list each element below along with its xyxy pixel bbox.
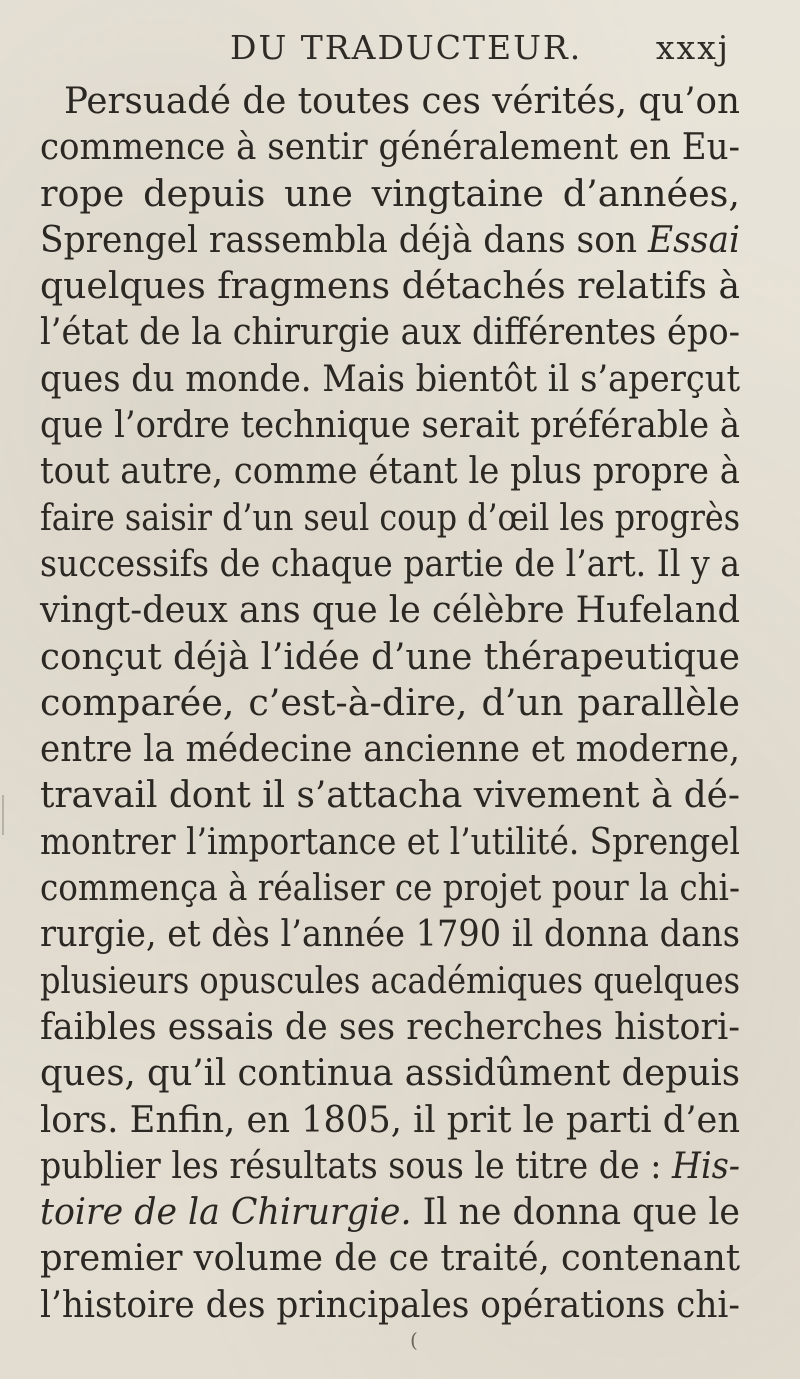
text-line: l’état de la chirurgie aux différentes épo- [40,310,740,354]
text-line: successifs de chaque partie de l’art. Il y a [40,541,740,585]
footer-mark: ( [410,1328,418,1352]
margin-mark [2,795,4,835]
text-line: vingt-deux ans que le célèbre Hufeland [40,588,740,632]
text-line: commence à sentir généralement en Eu- [40,125,740,169]
text-line: faibles essais de ses recherches histori- [40,1004,740,1048]
text-line: que l’ordre technique serait préférable à [40,403,740,447]
text-line: tout autre, comme étant le plus propre à [40,449,740,493]
text-line: publier les résultats sous le titre de : His- [40,1143,740,1187]
text-line: lors. Enfin, en 1805, il prit le parti d’en [40,1097,740,1141]
italic-essai: Essai [648,217,740,261]
text-line: rope depuis une vingtaine d’années, [40,171,740,215]
text-line: comparée, c’est-à-dire, d’un parallèle [40,680,740,724]
text-line: ques du monde. Mais bientôt il s’aperçut [40,356,740,400]
italic-histoire-prefix: His- [672,1143,740,1187]
text-line: faire saisir d’un seul coup d’œil les progrès [40,495,740,539]
running-head [230,28,730,68]
page-number: xxxj [655,28,730,67]
body-text [40,78,740,1328]
italic-histoire-suffix: toire de la Chirurgie. [40,1190,412,1234]
text-line: montrer l’importance et l’utilité. Sprengel [40,819,740,863]
text-line: rurgie, et dès l’année 1790 il donna dans [40,912,740,956]
text-line: travail dont il s’attacha vivement à dé- [40,773,740,817]
text-line: Persuadé de toutes ces vérités, qu’on [64,79,740,122]
text-line: toire de la Chirurgie. Il ne donna que le [40,1190,740,1234]
text-line: premier volume de ce traité, contenant [40,1236,740,1280]
text-line: quelques fragmens détachés relatifs à [40,264,740,308]
text-line: conçut déjà l’idée d’une thérapeutique [40,634,740,678]
text-line: l’histoire des principales opérations chi- [40,1282,740,1326]
running-head-title: DU TRADUCTEUR. [230,28,583,67]
text-line: plusieurs opuscules académiques quelques [40,958,740,1002]
text-line: ques, qu’il continua assidûment depuis [40,1051,740,1095]
text-line: commença à réaliser ce projet pour la chi- [40,866,740,910]
text-line: entre la médecine ancienne et moderne, [40,727,740,771]
text-line: Sprengel rassembla déjà dans son Essai [40,217,740,261]
